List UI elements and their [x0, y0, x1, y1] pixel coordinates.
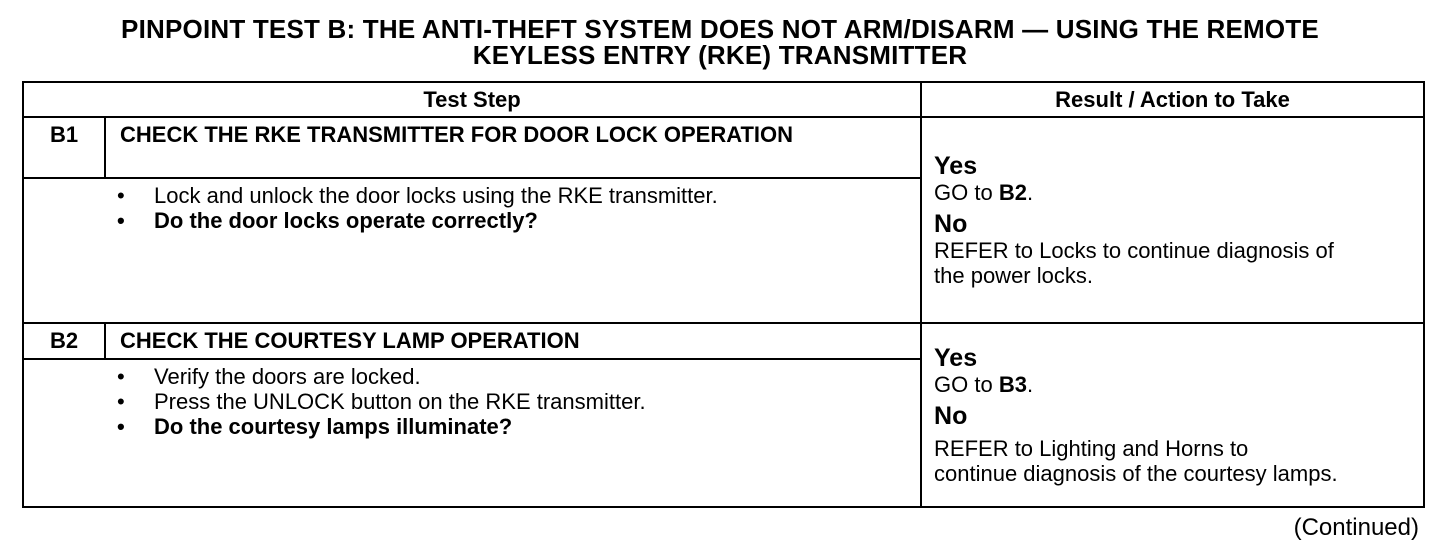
no-label: No [934, 209, 968, 238]
step-body [23, 178, 921, 323]
no-action-line-2: continue diagnosis of the courtesy lamps. [934, 460, 1338, 486]
page-title [0, 16, 1440, 68]
step-action-list [24, 183, 912, 233]
result-cell [921, 323, 1424, 507]
goto-step-link[interactable]: B3 [998, 371, 1027, 397]
step-title: CHECK THE COURTESY LAMP OPERATION [105, 323, 921, 359]
step-title-row [23, 117, 1424, 178]
yes-action: GO to B3. [934, 371, 1034, 397]
bullet: • [117, 364, 125, 389]
header-result: Result / Action to Take [921, 82, 1424, 117]
step-question: • Do the door locks operate correctly? [117, 208, 538, 233]
yes-label: Yes [934, 151, 978, 180]
step-action-list [24, 364, 912, 439]
yes-label: Yes [934, 343, 978, 372]
step-title-row [23, 323, 1424, 359]
no-label: No [934, 401, 968, 430]
title-line-1: PINPOINT TEST B: THE ANTI-THEFT SYSTEM DOES NOT ARM/DISARM — USING THE REMOTE [121, 14, 1319, 44]
pinpoint-test-table [22, 81, 1425, 508]
title-line-2: KEYLESS ENTRY (RKE) TRANSMITTER [472, 40, 968, 70]
step-body [23, 359, 921, 507]
list-item: • Press the UNLOCK button on the RKE transmitter. [117, 389, 646, 414]
step-question: • Do the courtesy lamps illuminate? [117, 414, 513, 439]
bullet: • [117, 208, 125, 233]
list-item: • Verify the doors are locked. [117, 364, 421, 389]
list-item: • Lock and unlock the door locks using the RKE transmitter. [117, 183, 718, 208]
continued-label: (Continued) [1293, 514, 1419, 541]
result-cell [921, 117, 1424, 323]
bullet: • [117, 183, 125, 208]
table-header-row [23, 82, 1424, 117]
goto-step-link[interactable]: B2 [998, 179, 1027, 205]
bullet: • [117, 389, 125, 414]
step-id: B1 [23, 117, 105, 178]
yes-action: GO to B2. [934, 179, 1034, 205]
no-action-line-1: REFER to Locks to continue diagnosis of [934, 237, 1334, 263]
step-id: B2 [23, 323, 105, 359]
bullet: • [117, 414, 125, 439]
no-action-line-1: REFER to Lighting and Horns to [934, 435, 1249, 461]
header-test-step: Test Step [23, 82, 921, 117]
step-title: CHECK THE RKE TRANSMITTER FOR DOOR LOCK OPERATION [105, 117, 921, 178]
no-action-line-2: the power locks. [934, 262, 1093, 288]
